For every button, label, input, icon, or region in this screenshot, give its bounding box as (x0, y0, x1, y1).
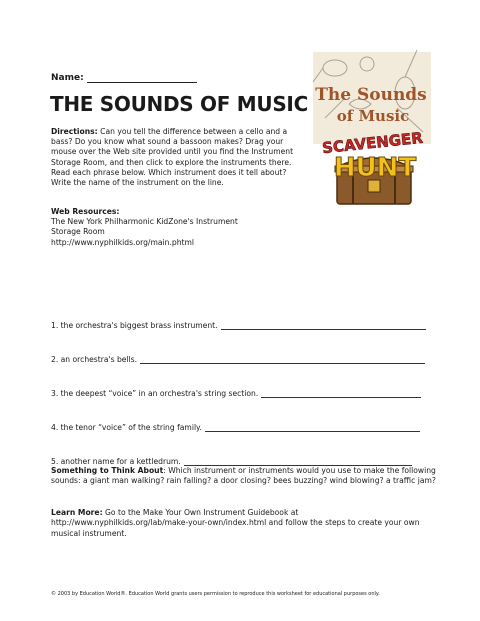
learn-text: Go to the Make Your Own Instrument Guidebook at http://www.nyphilkids.org/lab/make-your-own/index.html and follow the steps to create your own musical instrument. (51, 508, 420, 538)
name-label: Name: (51, 73, 84, 83)
question-item (51, 398, 431, 432)
logo-hunt: HUNT (333, 153, 417, 183)
web-resources-url[interactable]: http://www.nyphilkids.org/main.phtml (51, 237, 194, 247)
question-text: 2. an orchestra's bells. (51, 355, 138, 364)
think-text: : Which instrument or instruments would you use to make the following sounds: a giant man walking? rain falling? a door closing? bees buzzing? wind blowing? a traffic jam? (51, 466, 436, 486)
think-label: Something to Think About (51, 466, 164, 475)
directions-text: Can you tell the difference between a cello and a bass? Do you know what sound a bassoon makes? Drag your mouse over the Web site provided until you find the Instrument Storage Room, and then click to explore the instruments there. Read each phrase below. Which instrument does it tell about? Write the name of the instrument on the line. (51, 127, 294, 188)
something-to-think-about (51, 466, 436, 487)
name-blank-line[interactable] (87, 74, 197, 83)
question-item (51, 296, 431, 330)
answer-line[interactable] (205, 424, 420, 432)
copyright-footer: © 2003 by Education World®. Education World grants users permission to reproduce this worksheet for educational purposes only. (51, 591, 380, 597)
logo-title-line2: of Music (336, 107, 410, 125)
learn-more (51, 508, 436, 539)
answer-line[interactable] (184, 458, 412, 466)
question-item (51, 364, 431, 398)
learn-label: Learn More: (51, 508, 103, 517)
page-title: THE SOUNDS OF MUSIC (50, 92, 308, 116)
web-resources-heading: Web Resources: (51, 207, 120, 216)
answer-line[interactable] (140, 356, 425, 364)
answer-line[interactable] (221, 322, 426, 330)
name-field-row (51, 73, 197, 83)
logo-title-line1: The Sounds (315, 85, 427, 105)
logo-scavenger: SCAVENGER (321, 128, 424, 158)
question-text: 3. the deepest “voice” in an orchestra's string section. (51, 389, 259, 398)
web-resources-line2: Storage Room (51, 227, 105, 237)
question-item (51, 432, 431, 466)
questions-list (51, 296, 431, 466)
directions-label: Directions: (51, 127, 98, 136)
question-text: 5. another name for a kettledrum. (51, 457, 181, 466)
scavenger-hunt-logo (305, 48, 437, 208)
question-text: 4. the tenor “voice” of the string family. (51, 423, 202, 432)
question-text: 1. the orchestra's biggest brass instrument. (51, 321, 218, 330)
question-item (51, 330, 431, 364)
directions-paragraph (51, 127, 296, 188)
answer-line[interactable] (261, 390, 421, 398)
web-resources-line1: The New York Philharmonic KidZone's Instrument (51, 217, 238, 227)
web-resources (51, 207, 291, 248)
